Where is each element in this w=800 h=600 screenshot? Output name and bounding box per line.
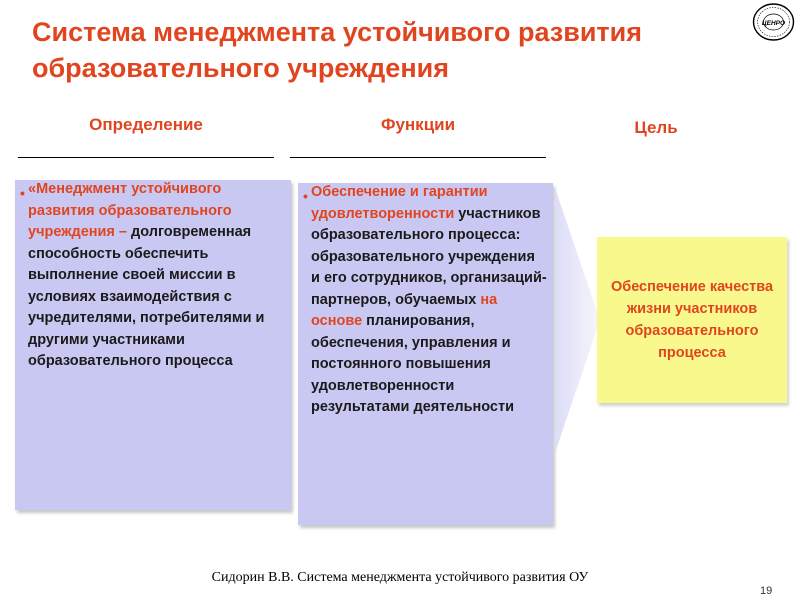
goal-text: Обеспечение качества жизни участников образовательного процесса (610, 279, 774, 361)
definition-body: долговременная способность обеспечить выполнение своей миссии в условиях взаимодействия с учредителями, потребителями и другими участниками образовательного процесса (28, 224, 265, 369)
title-line-2: образовательного учреждения (32, 53, 449, 83)
logo-text: ЦЕНРО (761, 20, 786, 27)
organization-logo-icon (751, 2, 796, 42)
footer-citation: Сидорин В.В. Система менеджмента устойчивого развития ОУ (211, 570, 589, 585)
functions-body-2: планирования, обеспечения, управления и постоянного повышения удовлетворенности результатами деятельности (311, 313, 515, 415)
bullet-functions: • (303, 188, 308, 204)
heading-functions: Функции (380, 115, 456, 134)
page-number: 19 (760, 585, 773, 597)
arrow-right-icon (555, 188, 600, 453)
title-line-1: Система менеджмента устойчивого развития (32, 17, 643, 47)
slide-title (32, 14, 732, 86)
bullet-definition: • (20, 185, 25, 201)
functions-body-1: участников образовательного процесса: образовательного учреждения и его сотрудников, организаций-партнеров, обучаемых (311, 205, 547, 308)
functions-panel (298, 183, 553, 525)
definition-term: «Менеджмент устойчивого развития образовательного учреждения – (28, 181, 232, 240)
heading-goal: Цель (634, 118, 678, 137)
functions-highlight-2: на основе (311, 291, 498, 329)
functions-text (311, 182, 547, 419)
heading-definition: Определение (89, 115, 203, 134)
definition-panel (15, 180, 291, 510)
functions-highlight-1: Обеспечение и гарантии удовлетворенности (311, 184, 488, 222)
divider-definition (18, 157, 274, 158)
divider-functions (290, 157, 546, 158)
goal-box (597, 237, 787, 403)
definition-text (28, 179, 285, 373)
